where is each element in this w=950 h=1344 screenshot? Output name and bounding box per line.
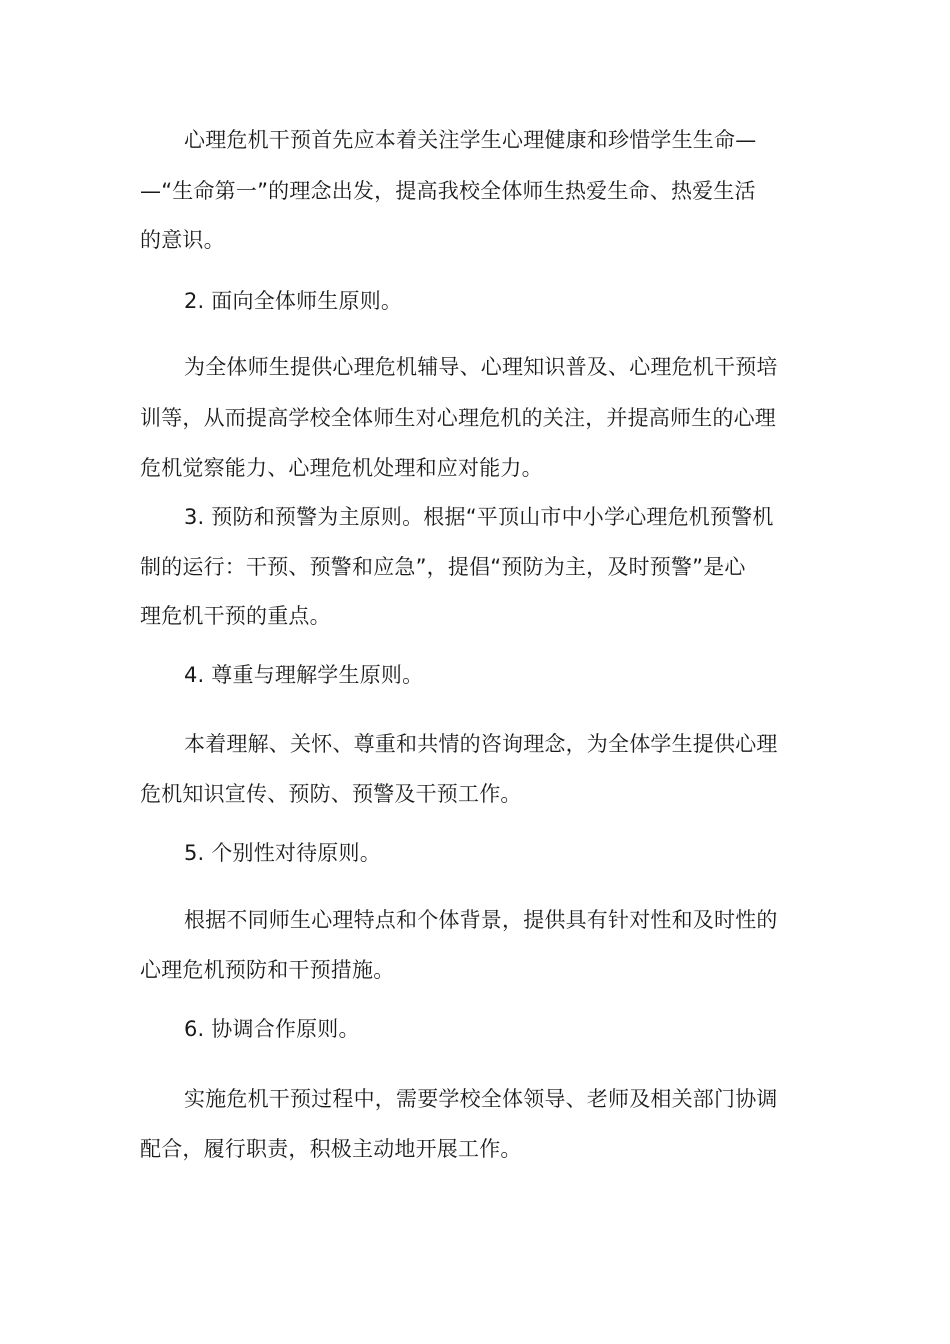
paragraph-5-line-1: 根据不同师生心理特点和个体背景，提供具有针对性和及时性的: [184, 908, 778, 932]
heading-principle-6: 6. 协调合作原则。: [184, 1017, 360, 1041]
paragraph-4-line-1: 本着理解、关怀、尊重和共情的咨询理念，为全体学生提供心理: [184, 732, 778, 756]
paragraph-6-line-2: 配合，履行职责，积极主动地开展工作。: [140, 1137, 522, 1161]
heading-principle-2: 2. 面向全体师生原则。: [184, 289, 403, 313]
paragraph-3-line-3: 理危机干预的重点。: [140, 604, 331, 628]
heading-principle-5: 5. 个别性对待原则。: [184, 841, 381, 865]
paragraph-2-line-1: 为全体师生提供心理危机辅导、心理知识普及、心理危机干预培: [184, 355, 778, 379]
heading-principle-4: 4. 尊重与理解学生原则。: [184, 663, 424, 687]
paragraph-2-line-3: 危机觉察能力、心理危机处理和应对能力。: [140, 456, 543, 480]
paragraph-2-line-2: 训等，从而提高学校全体师生对心理危机的关注，并提高师生的心理: [140, 406, 776, 430]
paragraph-1-line-1: 心理危机干预首先应本着关注学生心理健康和珍惜学生生命—: [184, 128, 757, 152]
paragraph-1-line-2: —“生命第一”的理念出发，提高我校全体师生热爱生命、热爱生活: [140, 179, 756, 203]
paragraph-5-line-2: 心理危机预防和干预措施。: [140, 958, 395, 982]
paragraph-4-line-2: 危机知识宣传、预防、预警及干预工作。: [140, 782, 522, 806]
paragraph-3-line-2: 制的运行：干预、预警和应急”，提倡“预防为主，及时预警”是心: [140, 555, 746, 579]
paragraph-6-line-1: 实施危机干预过程中，需要学校全体领导、老师及相关部门协调: [184, 1087, 778, 1111]
paragraph-1-line-3: 的意识。: [140, 228, 225, 252]
paragraph-3-line-1: 3. 预防和预警为主原则。根据“平顶山市中小学心理危机预警机: [184, 505, 774, 529]
